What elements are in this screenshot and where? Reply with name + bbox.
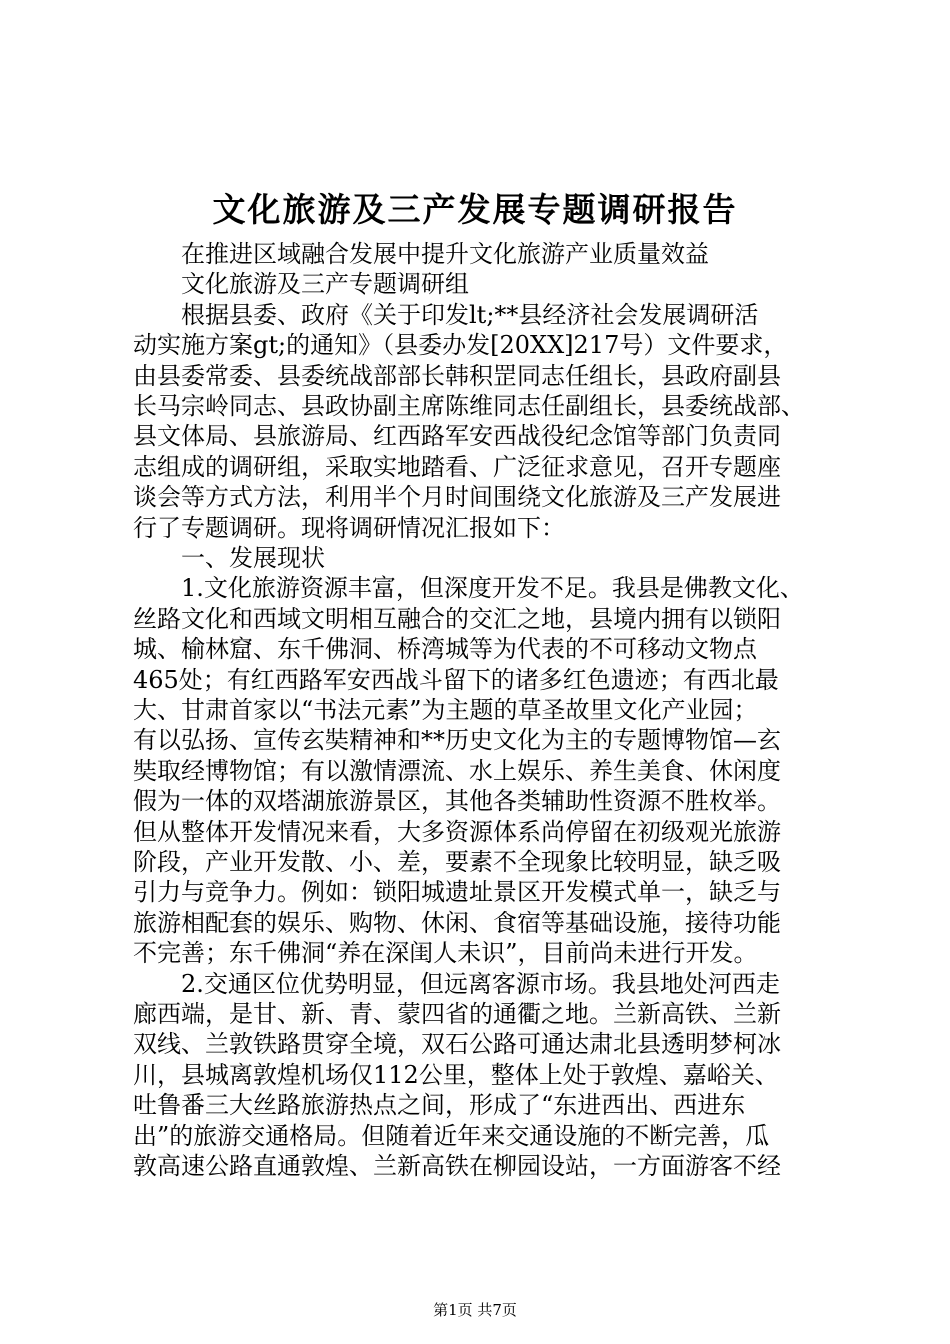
body-text-line: 阶段，产业开发散、小、差，要素不全现象比较明显，缺乏吸: [133, 848, 781, 876]
body-text-line: 有以弘扬、宣传玄奘精神和**历史文化为主的专题博物馆—玄: [133, 726, 781, 755]
body-text-line: 引力与竞争力。例如：锁阳城遗址景区开发模式单一，缺乏与: [133, 878, 781, 907]
body-text-line: 行了专题调研。现将调研情况汇报如下：: [133, 513, 565, 542]
body-text-line: 谈会等方式方法，利用半个月时间围绕文化旅游及三产发展进: [133, 483, 781, 512]
body-text-line: 动实施方案gt;的通知》（县委办发[20XX]217号）文件要求，: [133, 331, 788, 360]
body-text-line: 吐鲁番三大丝路旅游热点之间，形成了“东进西出、西进东: [133, 1091, 746, 1120]
body-text-line: 县文体局、县旅游局、红西路军安西战役纪念馆等部门负责同: [133, 422, 781, 451]
page-footer: 第1页 共7页: [433, 1301, 517, 1319]
body-text-line: 丝路文化和西域文明相互融合的交汇之地，县境内拥有以锁阳: [133, 604, 781, 633]
body-text-line: 根据县委、政府《关于印发lt;**县经济社会发展调研活: [133, 300, 759, 329]
body-text-line: 不完善；东千佛洞“养在深闺人未识”，目前尚未进行开发。: [133, 939, 758, 968]
body-text-line: 假为一体的双塔湖旅游景区，其他各类辅助性资源不胜枚举。: [133, 787, 781, 816]
body-text-line: 1.文化旅游资源丰富，但深度开发不足。我县是佛教文化、: [133, 574, 804, 603]
body-text-line: 465处；有红西路军安西战斗留下的诸多红色遗迹；有西北最: [133, 665, 779, 694]
body-text-line: 双线、兰敦铁路贯穿全境，双石公路可通达肃北县透明梦柯冰: [133, 1030, 781, 1059]
body-text-line: 奘取经博物馆；有以激情漂流、水上娱乐、养生美食、休闲度: [133, 756, 781, 785]
body-text-line: 长马宗岭同志、县政协副主席陈维同志任副组长，县委统战部、: [133, 392, 805, 420]
body-text-line: 城、榆林窟、东千佛洞、桥湾城等为代表的不可移动文物点: [133, 635, 757, 664]
body-text-line: 出”的旅游交通格局。但随着近年来交通设施的不断完善，瓜: [133, 1121, 770, 1150]
body-text-line: 文化旅游及三产专题调研组: [133, 270, 469, 299]
document-title: 文化旅游及三产发展专题调研报告: [212, 190, 738, 229]
body-text-line: 志组成的调研组，采取实地踏看、广泛征求意见，召开专题座: [133, 452, 781, 481]
body-text-line: 旅游相配套的娱乐、购物、休闲、食宿等基础设施，接待功能: [133, 908, 781, 937]
body-text-line: 由县委常委、县委统战部部长韩积罡同志任组长，县政府副县: [133, 361, 781, 390]
body-text-line: 2.交通区位优势明显，但远离客源市场。我县地处河西走: [133, 969, 780, 998]
body-text-line: 川，县城离敦煌机场仅112公里，整体上处于敦煌、嘉峪关、: [133, 1060, 779, 1089]
body-text-line: 敦高速公路直通敦煌、兰新高铁在柳园设站，一方面游客不经: [133, 1152, 781, 1180]
body-text-line: 大、甘肃首家以“书法元素”为主题的草圣故里文化产业园；: [133, 696, 758, 724]
body-text-line: 廊西端，是甘、新、青、蒙四省的通衢之地。兰新高铁、兰新: [133, 1000, 781, 1028]
body-text-line: 但从整体开发情况来看，大多资源体系尚停留在初级观光旅游: [133, 817, 781, 846]
body-text-line: 在推进区域融合发展中提升文化旅游产业质量效益: [133, 240, 709, 268]
body-text-line: 一、发展现状: [133, 544, 325, 572]
